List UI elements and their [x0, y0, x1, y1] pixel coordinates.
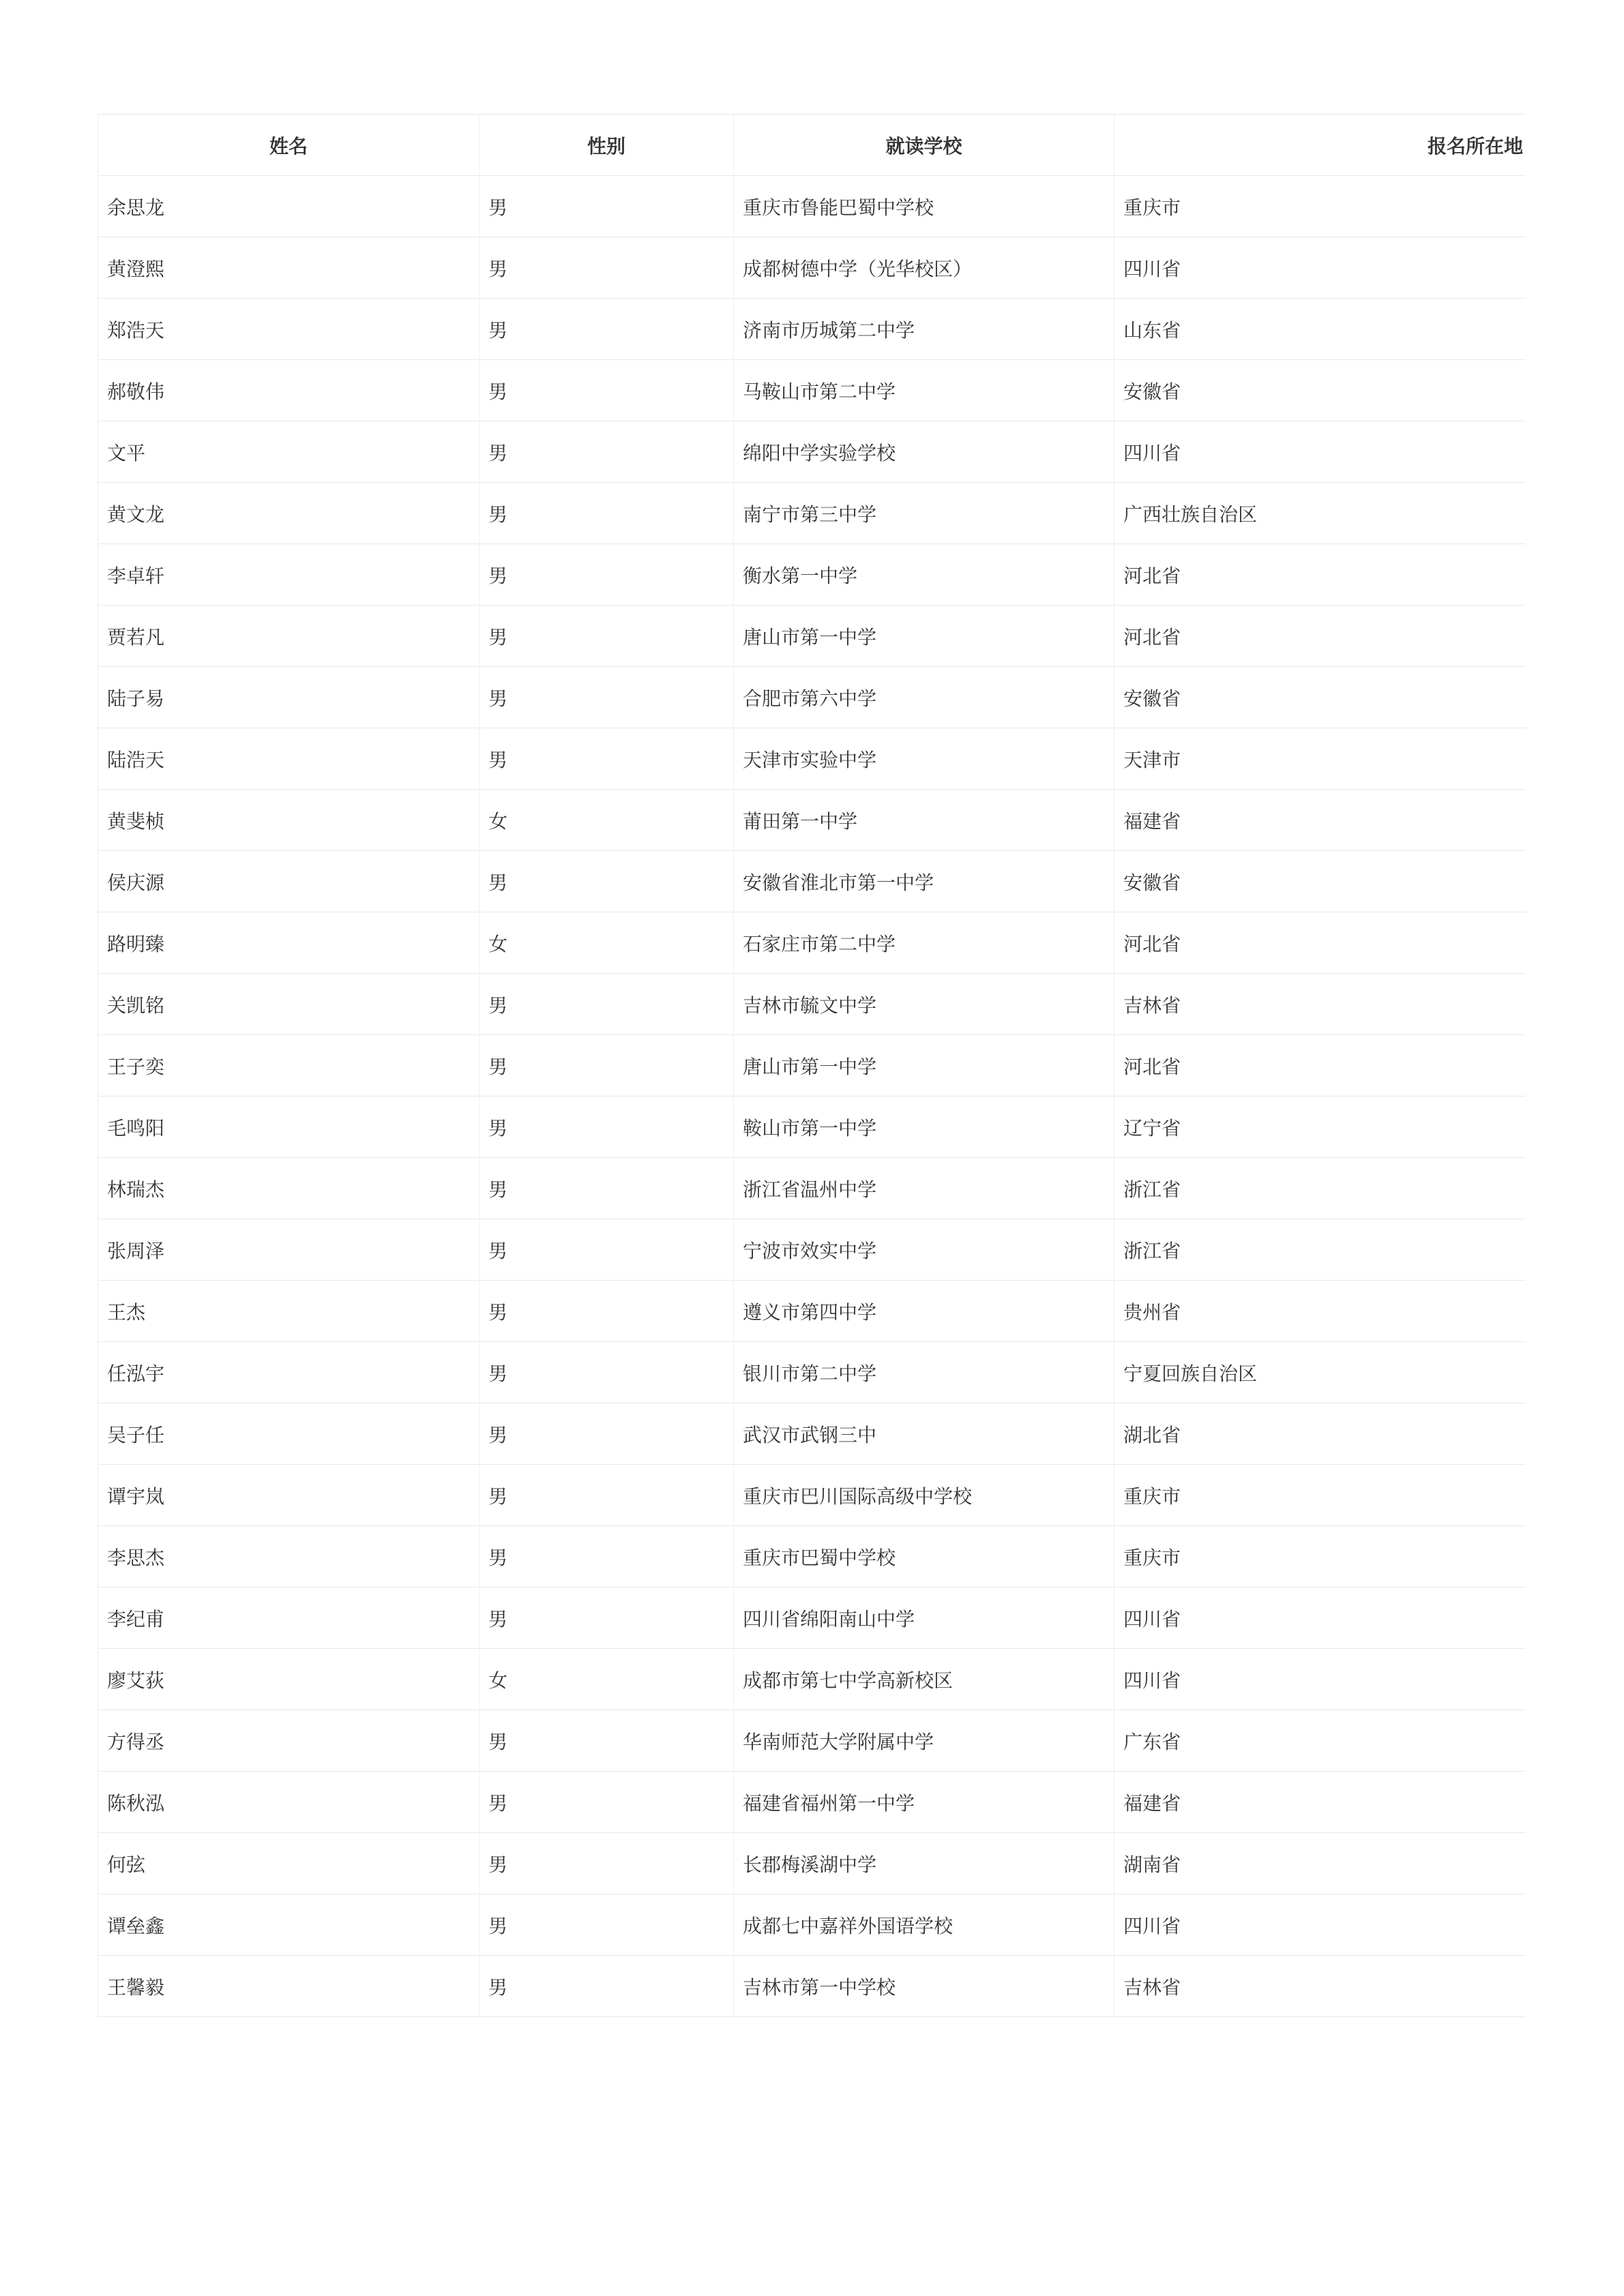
region-cell: 福建省: [1114, 790, 1526, 850]
table-row: [98, 790, 1526, 851]
header-name: 姓名: [98, 115, 479, 175]
name-cell: 何弦: [98, 1833, 479, 1894]
region-cell: 河北省: [1114, 544, 1526, 605]
school-cell: 重庆市巴川国际高级中学校: [733, 1465, 1114, 1525]
name-cell: 陆浩天: [98, 728, 479, 789]
table-row: [98, 606, 1526, 667]
region-cell: 四川省: [1114, 1894, 1526, 1955]
name-cell: 张周泽: [98, 1219, 479, 1280]
name-cell: 黄斐桢: [98, 790, 479, 850]
table-row: [98, 1097, 1526, 1158]
school-cell: 济南市历城第二中学: [733, 299, 1114, 359]
region-cell: 湖南省: [1114, 1833, 1526, 1894]
name-cell: 李纪甫: [98, 1587, 479, 1648]
school-cell: 吉林市毓文中学: [733, 974, 1114, 1034]
table-row: [98, 299, 1526, 360]
table-row: [98, 421, 1526, 483]
gender-cell: 男: [479, 1403, 733, 1464]
gender-cell: 男: [479, 667, 733, 728]
region-cell: 重庆市: [1114, 1526, 1526, 1587]
gender-cell: 男: [479, 1035, 733, 1096]
region-cell: 宁夏回族自治区: [1114, 1342, 1526, 1403]
table-row: [98, 1772, 1526, 1833]
gender-cell: 男: [479, 483, 733, 543]
table-row: [98, 1403, 1526, 1465]
region-cell: 重庆市: [1114, 176, 1526, 237]
name-cell: 王子奕: [98, 1035, 479, 1096]
gender-cell: 男: [479, 1526, 733, 1587]
school-cell: 重庆市鲁能巴蜀中学校: [733, 176, 1114, 237]
name-cell: 文平: [98, 421, 479, 482]
table-row: [98, 237, 1526, 299]
school-cell: 安徽省淮北市第一中学: [733, 851, 1114, 912]
gender-cell: 男: [479, 237, 733, 298]
region-cell: 天津市: [1114, 728, 1526, 789]
table-row: [98, 667, 1526, 728]
gender-cell: 男: [479, 728, 733, 789]
gender-cell: 男: [479, 1097, 733, 1157]
name-cell: 余思龙: [98, 176, 479, 237]
school-cell: 唐山市第一中学: [733, 1035, 1114, 1096]
region-cell: 河北省: [1114, 912, 1526, 973]
region-cell: 安徽省: [1114, 360, 1526, 421]
table-row: [98, 912, 1526, 974]
school-cell: 银川市第二中学: [733, 1342, 1114, 1403]
header-region: 报名所在地: [1114, 115, 1526, 175]
school-cell: 华南师范大学附属中学: [733, 1710, 1114, 1771]
name-cell: 王杰: [98, 1281, 479, 1341]
school-cell: 合肥市第六中学: [733, 667, 1114, 728]
table-row: [98, 360, 1526, 421]
table-row: [98, 1035, 1526, 1097]
gender-cell: 男: [479, 421, 733, 482]
gender-cell: 男: [479, 1894, 733, 1955]
name-cell: 郝敬伟: [98, 360, 479, 421]
region-cell: 湖北省: [1114, 1403, 1526, 1464]
gender-cell: 女: [479, 1649, 733, 1710]
table-row: [98, 1158, 1526, 1219]
school-cell: 绵阳中学实验学校: [733, 421, 1114, 482]
school-cell: 重庆市巴蜀中学校: [733, 1526, 1114, 1587]
name-cell: 路明臻: [98, 912, 479, 973]
region-cell: 四川省: [1114, 1649, 1526, 1710]
region-cell: 安徽省: [1114, 667, 1526, 728]
table-row: [98, 1281, 1526, 1342]
table-row: [98, 483, 1526, 544]
name-cell: 郑浩天: [98, 299, 479, 359]
table-row: [98, 1587, 1526, 1649]
table-row: [98, 1956, 1526, 2017]
table-row: [98, 1219, 1526, 1281]
name-cell: 谭垒鑫: [98, 1894, 479, 1955]
region-cell: 四川省: [1114, 237, 1526, 298]
name-cell: 王馨毅: [98, 1956, 479, 2016]
name-cell: 林瑞杰: [98, 1158, 479, 1219]
table-row: [98, 1649, 1526, 1710]
name-cell: 李思杰: [98, 1526, 479, 1587]
gender-cell: 男: [479, 299, 733, 359]
table-row: [98, 1833, 1526, 1894]
gender-cell: 男: [479, 851, 733, 912]
gender-cell: 女: [479, 912, 733, 973]
table-row: [98, 176, 1526, 237]
school-cell: 遵义市第四中学: [733, 1281, 1114, 1341]
gender-cell: 男: [479, 360, 733, 421]
name-cell: 吴子任: [98, 1403, 479, 1464]
school-cell: 武汉市武钢三中: [733, 1403, 1114, 1464]
school-cell: 南宁市第三中学: [733, 483, 1114, 543]
name-cell: 陆子易: [98, 667, 479, 728]
school-cell: 吉林市第一中学校: [733, 1956, 1114, 2016]
name-cell: 黄文龙: [98, 483, 479, 543]
school-cell: 唐山市第一中学: [733, 606, 1114, 666]
name-cell: 侯庆源: [98, 851, 479, 912]
region-cell: 浙江省: [1114, 1219, 1526, 1280]
header-gender: 性别: [479, 115, 733, 175]
gender-cell: 男: [479, 176, 733, 237]
table-row: [98, 544, 1526, 606]
name-cell: 关凯铭: [98, 974, 479, 1034]
name-cell: 毛鸣阳: [98, 1097, 479, 1157]
name-cell: 李卓轩: [98, 544, 479, 605]
table-row: [98, 1526, 1526, 1587]
school-cell: 衡水第一中学: [733, 544, 1114, 605]
school-cell: 成都市第七中学高新校区: [733, 1649, 1114, 1710]
table-row: [98, 1894, 1526, 1956]
school-cell: 马鞍山市第二中学: [733, 360, 1114, 421]
name-cell: 陈秋泓: [98, 1772, 479, 1832]
gender-cell: 男: [479, 1587, 733, 1648]
gender-cell: 男: [479, 1342, 733, 1403]
gender-cell: 男: [479, 606, 733, 666]
school-cell: 石家庄市第二中学: [733, 912, 1114, 973]
school-cell: 天津市实验中学: [733, 728, 1114, 789]
table-row: [98, 974, 1526, 1035]
table-header-row: [98, 115, 1526, 176]
gender-cell: 男: [479, 544, 733, 605]
name-cell: 廖艾荻: [98, 1649, 479, 1710]
school-cell: 长郡梅溪湖中学: [733, 1833, 1114, 1894]
table-row: [98, 851, 1526, 912]
gender-cell: 男: [479, 1710, 733, 1771]
name-cell: 黄澄熙: [98, 237, 479, 298]
school-cell: 宁波市效实中学: [733, 1219, 1114, 1280]
region-cell: 福建省: [1114, 1772, 1526, 1832]
region-cell: 四川省: [1114, 1587, 1526, 1648]
table-row: [98, 1342, 1526, 1403]
school-cell: 莆田第一中学: [733, 790, 1114, 850]
gender-cell: 男: [479, 974, 733, 1034]
region-cell: 广西壮族自治区: [1114, 483, 1526, 543]
region-cell: 广东省: [1114, 1710, 1526, 1771]
name-cell: 任泓宇: [98, 1342, 479, 1403]
name-cell: 方得丞: [98, 1710, 479, 1771]
region-cell: 贵州省: [1114, 1281, 1526, 1341]
gender-cell: 男: [479, 1281, 733, 1341]
gender-cell: 男: [479, 1158, 733, 1219]
gender-cell: 男: [479, 1219, 733, 1280]
region-cell: 四川省: [1114, 421, 1526, 482]
region-cell: 吉林省: [1114, 974, 1526, 1034]
gender-cell: 男: [479, 1772, 733, 1832]
school-cell: 浙江省温州中学: [733, 1158, 1114, 1219]
gender-cell: 男: [479, 1465, 733, 1525]
school-cell: 成都七中嘉祥外国语学校: [733, 1894, 1114, 1955]
school-cell: 福建省福州第一中学: [733, 1772, 1114, 1832]
registrants-table: [98, 114, 1526, 2017]
region-cell: 辽宁省: [1114, 1097, 1526, 1157]
header-school: 就读学校: [733, 115, 1114, 175]
gender-cell: 男: [479, 1833, 733, 1894]
gender-cell: 男: [479, 1956, 733, 2016]
region-cell: 河北省: [1114, 606, 1526, 666]
table-body: [98, 176, 1526, 2017]
table-row: [98, 1465, 1526, 1526]
table-row: [98, 1710, 1526, 1772]
table-row: [98, 728, 1526, 790]
region-cell: 河北省: [1114, 1035, 1526, 1096]
region-cell: 山东省: [1114, 299, 1526, 359]
gender-cell: 女: [479, 790, 733, 850]
school-cell: 鞍山市第一中学: [733, 1097, 1114, 1157]
school-cell: 四川省绵阳南山中学: [733, 1587, 1114, 1648]
region-cell: 吉林省: [1114, 1956, 1526, 2016]
school-cell: 成都树德中学（光华校区）: [733, 237, 1114, 298]
name-cell: 谭宇岚: [98, 1465, 479, 1525]
name-cell: 贾若凡: [98, 606, 479, 666]
region-cell: 重庆市: [1114, 1465, 1526, 1525]
region-cell: 浙江省: [1114, 1158, 1526, 1219]
region-cell: 安徽省: [1114, 851, 1526, 912]
